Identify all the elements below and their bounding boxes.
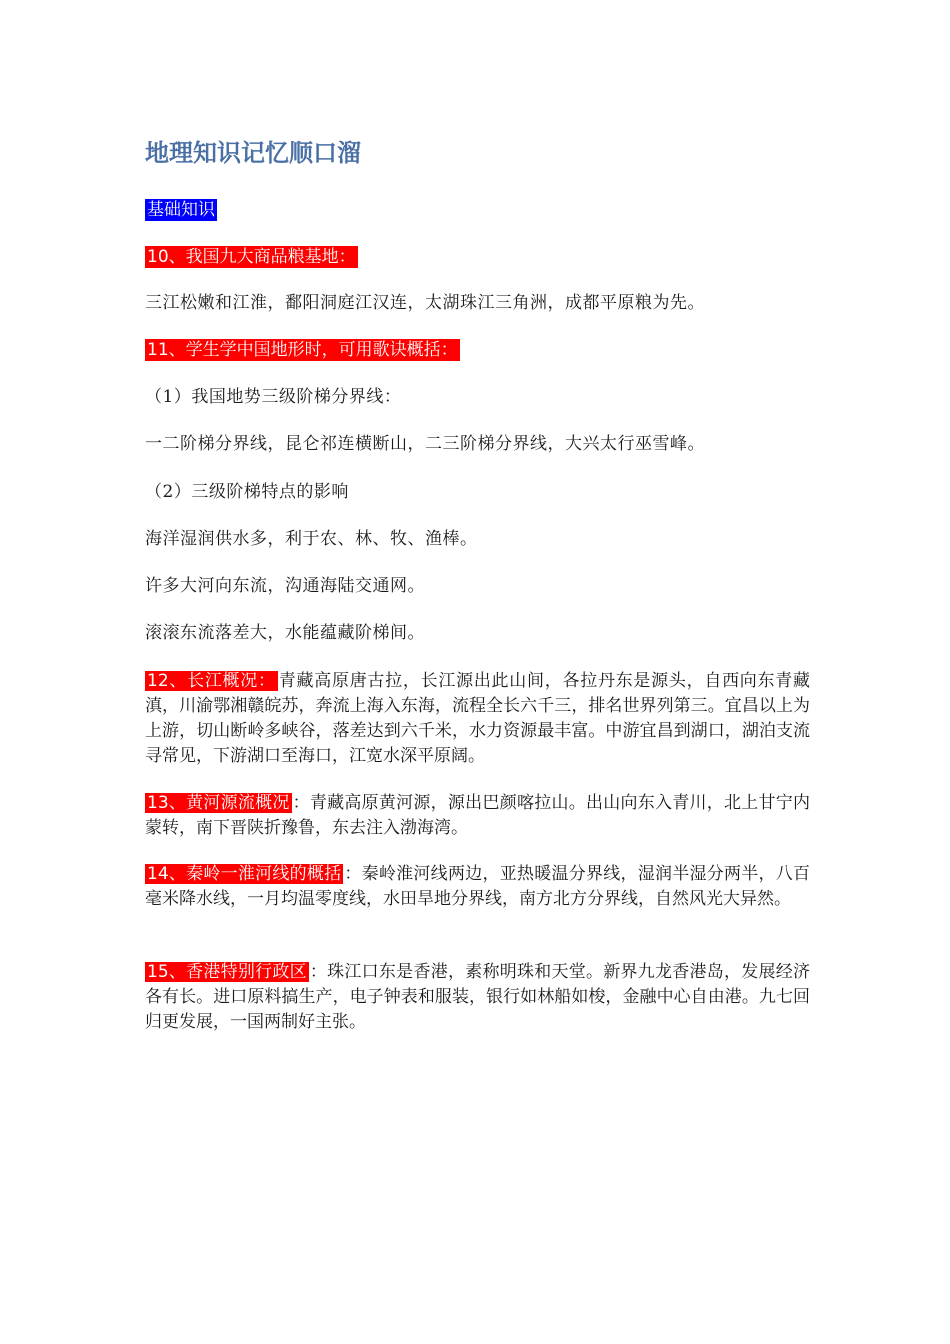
heading-14: 14、秦岭一淮河线的概括 bbox=[147, 864, 342, 884]
section-13 bbox=[145, 791, 810, 841]
section-label: 基础知识 bbox=[147, 200, 215, 220]
section-14 bbox=[145, 862, 810, 912]
heading-11: 11、学生学中国地形时，可用歌诀概括： bbox=[147, 340, 458, 360]
paragraph-15: ：珠江口东是香港，素称明珠和天堂。新界九龙香港岛，发展经济各有长。进口原料搞生产，电子钟表和服装，银行如林船如梭，金融中心自由港。九七回归更发展，一国两制好主张。 bbox=[145, 962, 811, 1032]
section-15 bbox=[145, 960, 810, 1035]
heading-12: 12、长江概况： bbox=[147, 671, 276, 691]
paragraph-14: ：秦岭淮河线两边，亚热暖温分界线，湿润半湿分两半，八百毫米降水线，一月均温零度线，水田旱地分界线，南方北方分界线，自然风光大异然。 bbox=[145, 864, 810, 909]
heading-15: 15、香港特别行政区 bbox=[147, 962, 307, 982]
subheading-2-line-3: 滚滚东流落差大，水能蕴藏阶梯间。 bbox=[145, 623, 425, 643]
section-12 bbox=[145, 669, 810, 769]
paragraph-10: 三江松嫩和江淮，鄱阳洞庭江汉连，太湖珠江三角洲，成都平原粮为先。 bbox=[145, 293, 705, 313]
heading-13: 13、黄河源流概况 bbox=[147, 793, 290, 813]
subheading-2-line-1: 海洋湿润供水多，利于农、林、牧、渔棒。 bbox=[145, 529, 478, 549]
heading-10: 10、我国九大商品粮基地： bbox=[147, 247, 356, 267]
paragraph-12: 青藏高原唐古拉，长江源出此山间，各拉丹东是源头，自西向东青藏滇，川渝鄂湘赣皖苏，奔流上海入东海，流程全长六千三，排名世界列第三。宜昌以上为上游，切山断岭多峡谷，落差达到六千米，水力资源最丰富。中游宜昌到湖口，湖泊支流寻常见，下游湖口至海口，江宽水深平原阔。 bbox=[145, 671, 810, 766]
subheading-2: （2）三级阶梯特点的影响 bbox=[145, 482, 349, 502]
subheading-1: （1）我国地势三级阶梯分界线： bbox=[145, 387, 402, 407]
page-title: 地理知识记忆顺口溜 bbox=[145, 139, 361, 167]
subheading-1-text: 一二阶梯分界线，昆仑祁连横断山，二三阶梯分界线，大兴太行巫雪峰。 bbox=[145, 434, 705, 454]
subheading-2-line-2: 许多大河向东流，沟通海陆交通网。 bbox=[145, 576, 425, 596]
paragraph-13: ：青藏高原黄河源，源出巴颜喀拉山。出山向东入青川，北上甘宁内蒙转，南下晋陕折豫鲁，东去注入渤海湾。 bbox=[145, 793, 810, 838]
